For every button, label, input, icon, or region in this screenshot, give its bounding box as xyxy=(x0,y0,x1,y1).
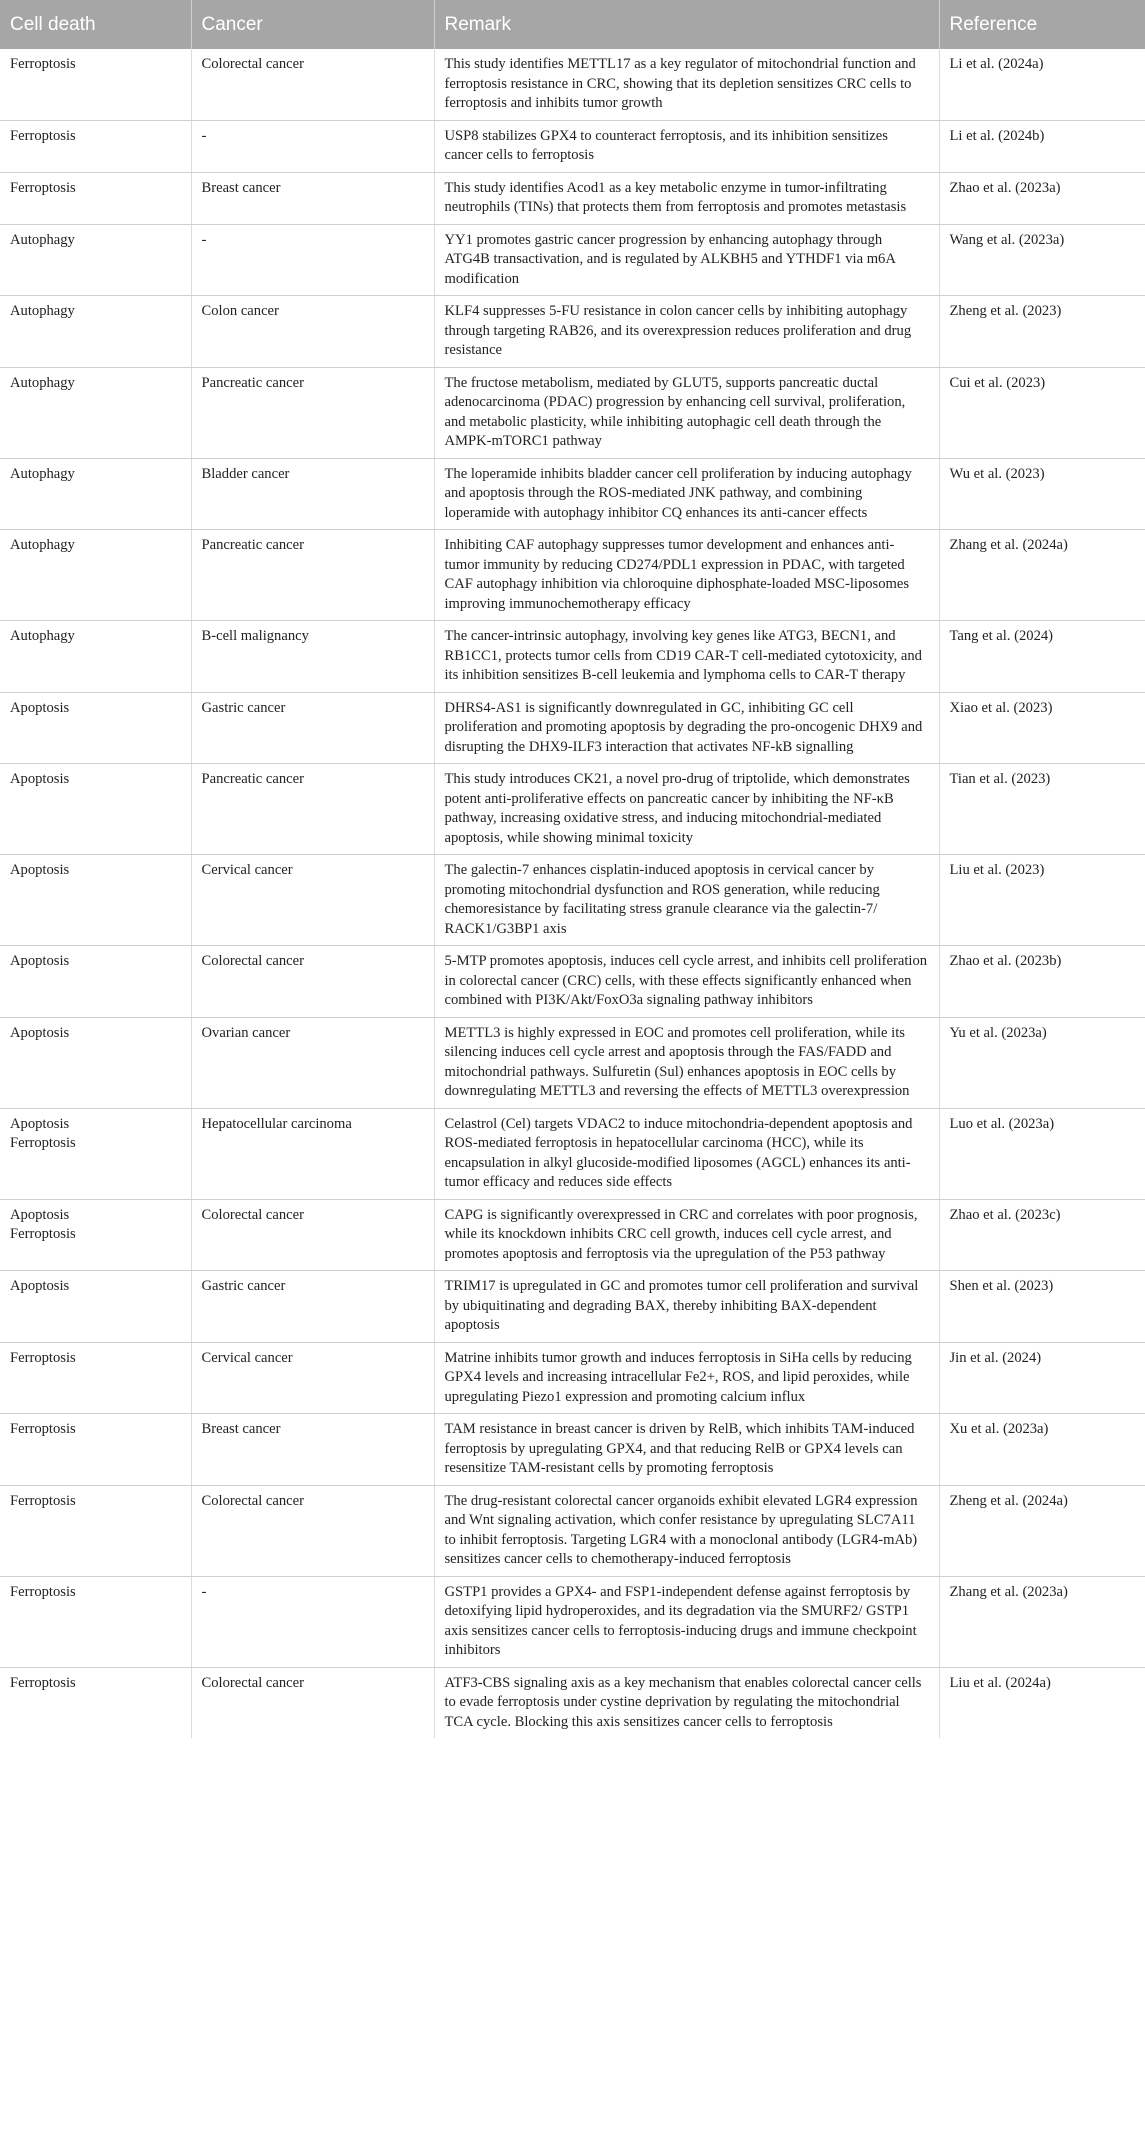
remark-cell: KLF4 suppresses 5-FU resistance in colon cancer cells by inhibiting autophagy through targeting RAB26, and its overexpression reduces proliferation and drug resistance xyxy=(434,296,939,368)
cancer-cell: Cervical cancer xyxy=(191,1342,434,1414)
cancer-cell: Ovarian cancer xyxy=(191,1017,434,1108)
cancer-cell: Pancreatic cancer xyxy=(191,530,434,621)
header-cell-death: Cell death xyxy=(0,0,191,49)
table-row xyxy=(0,172,1145,224)
cell-death-cell: Autophagy xyxy=(0,224,191,296)
table-body xyxy=(0,49,1145,1738)
reference-cell: Zheng et al. (2024a) xyxy=(939,1485,1145,1576)
reference-cell: Xu et al. (2023a) xyxy=(939,1414,1145,1486)
reference-cell: Li et al. (2024b) xyxy=(939,120,1145,172)
cancer-cell: Breast cancer xyxy=(191,172,434,224)
cancer-cell: Hepatocellular carcinoma xyxy=(191,1108,434,1199)
remark-cell: YY1 promotes gastric cancer progression by enhancing autophagy through ATG4B transactivation, and is regulated by ALKBH5 and YTHDF1 via m6A modification xyxy=(434,224,939,296)
cell-death-cell: Apoptosis xyxy=(0,764,191,855)
table-row xyxy=(0,692,1145,764)
reference-cell: Liu et al. (2023) xyxy=(939,855,1145,946)
cell-death-cell: Ferroptosis xyxy=(0,1576,191,1667)
table-row xyxy=(0,120,1145,172)
cancer-cell: Breast cancer xyxy=(191,1414,434,1486)
reference-cell: Shen et al. (2023) xyxy=(939,1271,1145,1343)
reference-cell: Tian et al. (2023) xyxy=(939,764,1145,855)
cancer-cell: Gastric cancer xyxy=(191,1271,434,1343)
remark-cell: Matrine inhibits tumor growth and induces ferroptosis in SiHa cells by reducing GPX4 levels and increasing intracellular Fe2+, ROS, and lipid peroxides, while upregulating Piezo1 expression and promoting calcium influx xyxy=(434,1342,939,1414)
cell-death-cell: Apoptosis xyxy=(0,1017,191,1108)
cell-death-cell: Autophagy xyxy=(0,367,191,458)
remark-cell: Celastrol (Cel) targets VDAC2 to induce mitochondria-dependent apoptosis and ROS-mediated ferroptosis in hepatocellular carcinoma (HCC), while its encapsulation in alkyl glucoside-modified liposomes (AGCL) enhances its anti-tumor efficacy and reduces side effects xyxy=(434,1108,939,1199)
remark-cell: The drug-resistant colorectal cancer organoids exhibit elevated LGR4 expression and Wnt signaling activation, which confer resistance by upregulating SLC7A11 to inhibit ferroptosis. Targeting LGR4 with a monoclonal antibody (LGR4-mAb) sensitizes cancer cells to chemotherapy-induced ferroptosis xyxy=(434,1485,939,1576)
remark-cell: This study introduces CK21, a novel pro-drug of triptolide, which demonstrates potent anti-proliferative effects on pancreatic cancer by inhibiting the NF-κB pathway, increasing oxidative stress, and inducing mitochondrial-mediated apoptosis, while showing minimal toxicity xyxy=(434,764,939,855)
table-row xyxy=(0,855,1145,946)
table-row xyxy=(0,1199,1145,1271)
cell-death-cell: Autophagy xyxy=(0,296,191,368)
table-row xyxy=(0,458,1145,530)
cancer-cell: Cervical cancer xyxy=(191,855,434,946)
reference-cell: Liu et al. (2024a) xyxy=(949,1674,1051,1691)
cancer-cell: Bladder cancer xyxy=(191,458,434,530)
cancer-cell: Gastric cancer xyxy=(191,692,434,764)
cell-death-cell: Autophagy xyxy=(0,530,191,621)
remark-cell: USP8 stabilizes GPX4 to counteract ferroptosis, and its inhibition sensitizes cancer cells to ferroptosis xyxy=(434,120,939,172)
remark-cell: 5-MTP promotes apoptosis, induces cell cycle arrest, and inhibits cell proliferation in colorectal cancer (CRC) cells, with these effects significantly enhanced when combined with PI3K/Akt/FoxO3a signaling pathway inhibitors xyxy=(434,946,939,1018)
reference-cell: Wu et al. (2023) xyxy=(939,458,1145,530)
cell-death-cell: Autophagy xyxy=(0,458,191,530)
reference-cell: Cui et al. (2023) xyxy=(939,367,1145,458)
cell-death-cell: Apoptosis xyxy=(0,1271,191,1343)
header-remark: Remark xyxy=(434,0,939,49)
remark-cell: ATF3-CBS signaling axis as a key mechanism that enables colorectal cancer cells to evade ferroptosis under cystine deprivation by regulating the mitochondrial TCA cycle. Blocking this axis sensitizes cancer cells to ferroptosis xyxy=(434,1667,939,1738)
table-row xyxy=(0,1576,1145,1667)
reference-cell: Zhao et al. (2023b) xyxy=(939,946,1145,1018)
remark-cell: This study identifies Acod1 as a key metabolic enzyme in tumor-infiltrating neutrophils (TINs) that protects them from ferroptosis and promotes metastasis xyxy=(434,172,939,224)
table-row xyxy=(0,49,1145,120)
remark-cell: Inhibiting CAF autophagy suppresses tumor development and enhances anti-tumor immunity by reducing CD274/PDL1 expression in PDAC, with targeted CAF autophagy inhibition via chloroquine diphosphate-loaded MSC-liposomes improving immunochemotherapy efficacy xyxy=(434,530,939,621)
table-header xyxy=(0,0,1145,49)
cell-death-cell: Apoptosis xyxy=(0,946,191,1018)
remark-cell: TAM resistance in breast cancer is driven by RelB, which inhibits TAM-induced ferroptosis by upregulating GPX4, and that reducing RelB or GPX4 levels can resensitize TAM-resistant cells by promoting ferroptosis xyxy=(434,1414,939,1486)
cell-death-cell: Apoptosis Ferroptosis xyxy=(0,1199,191,1271)
cell-death-cell: Ferroptosis xyxy=(0,49,191,120)
cancer-cell: Colorectal cancer xyxy=(191,946,434,1018)
reference-cell: Luo et al. (2023a) xyxy=(939,1108,1145,1199)
remark-cell: The loperamide inhibits bladder cancer cell proliferation by inducing autophagy and apoptosis through the ROS-mediated JNK pathway, and combining loperamide with autophagy inhibitor CQ enhances its anti-cancer effects xyxy=(434,458,939,530)
reference-cell: Tang et al. (2024) xyxy=(939,621,1145,693)
header-row xyxy=(0,0,1145,49)
reference-cell: Yu et al. (2023a) xyxy=(939,1017,1145,1108)
remark-cell: CAPG is significantly overexpressed in CRC and correlates with poor prognosis, while its knockdown inhibits CRC cell growth, induces cell cycle arrest, and promotes apoptosis and ferroptosis via the upregulation of the P53 pathway xyxy=(434,1199,939,1271)
table-row xyxy=(0,764,1145,855)
table-row xyxy=(0,1667,1145,1738)
remark-cell: TRIM17 is upregulated in GC and promotes tumor cell proliferation and survival by ubiquitinating and degrading BAX, thereby inhibiting BAX-dependent apoptosis xyxy=(434,1271,939,1343)
reference-cell: Zhao et al. (2023c) xyxy=(939,1199,1145,1271)
cancer-cell: - xyxy=(191,1576,434,1667)
table-row xyxy=(0,1485,1145,1576)
remark-cell: METTL3 is highly expressed in EOC and promotes cell proliferation, while its silencing induces cell cycle arrest and apoptosis through the FAS/FADD and mitochondrial pathways. Sulfuretin (Sul) enhances apoptosis in EOC cells by downregulating METTL3 and reversing the effects of METTL3 overexpression xyxy=(434,1017,939,1108)
cancer-cell: Colorectal cancer xyxy=(191,49,434,120)
table-row xyxy=(0,367,1145,458)
table-row xyxy=(0,1017,1145,1108)
table-row xyxy=(0,296,1145,368)
table-row xyxy=(0,1108,1145,1199)
remark-cell: The galectin-7 enhances cisplatin-induced apoptosis in cervical cancer by promoting mitochondrial dysfunction and ROS generation, while reducing chemoresistance by facilitating stress granule clearance via the galectin-7/ RACK1/G3BP1 axis xyxy=(434,855,939,946)
table-row xyxy=(0,1342,1145,1414)
cancer-cell: Colon cancer xyxy=(191,296,434,368)
cell-death-cell: Ferroptosis xyxy=(0,1485,191,1576)
reference-cell: Zhao et al. (2023a) xyxy=(939,172,1145,224)
cancer-cell: B-cell malignancy xyxy=(191,621,434,693)
header-cancer: Cancer xyxy=(191,0,434,49)
table-row xyxy=(0,530,1145,621)
table-row xyxy=(0,946,1145,1018)
table-row xyxy=(0,621,1145,693)
reference-cell: Jin et al. (2024) xyxy=(939,1342,1145,1414)
cancer-cell: Pancreatic cancer xyxy=(191,367,434,458)
table-row xyxy=(0,1271,1145,1343)
table-row xyxy=(0,224,1145,296)
reference-cell: Zhang et al. (2023a) xyxy=(939,1576,1145,1667)
remark-cell: The cancer-intrinsic autophagy, involving key genes like ATG3, BECN1, and RB1CC1, protects tumor cells from CD19 CAR-T cell-mediated cytotoxicity, and its inhibition sensitizes B-cell leukemia and lymphoma cells to CAR-T therapy xyxy=(434,621,939,693)
remark-cell: DHRS4-AS1 is significantly downregulated in GC, inhibiting GC cell proliferation and promoting apoptosis by degrading the pro-oncogenic DHX9 and disrupting the DHX9-ILF3 interaction that activates NF-kB signalling xyxy=(434,692,939,764)
remark-cell: GSTP1 provides a GPX4- and FSP1-independent defense against ferroptosis by detoxifying lipid hydroperoxides, and its degradation via the SMURF2/ GSTP1 axis sensitizes cancer cells to ferroptosis-inducing drugs and immune checkpoint inhibitors xyxy=(434,1576,939,1667)
cell-death-cell: Ferroptosis xyxy=(0,1414,191,1486)
cancer-cell: Pancreatic cancer xyxy=(191,764,434,855)
remark-cell: This study identifies METTL17 as a key regulator of mitochondrial function and ferroptosis resistance in CRC, showing that its depletion sensitizes CRC cells to ferroptosis and inhibits tumor growth xyxy=(434,49,939,120)
cell-death-cell: Apoptosis Ferroptosis xyxy=(0,1108,191,1199)
header-reference: Reference xyxy=(939,0,1145,49)
table-row xyxy=(0,1414,1145,1486)
cancer-cell: Colorectal cancer xyxy=(191,1667,434,1738)
cancer-cell: - xyxy=(191,224,434,296)
cell-death-cell: Ferroptosis xyxy=(0,172,191,224)
reference-cell: Zheng et al. (2023) xyxy=(939,296,1145,368)
cancer-cell: Colorectal cancer xyxy=(191,1485,434,1576)
reference-cell: Wang et al. (2023a) xyxy=(939,224,1145,296)
reference-cell: Zhang et al. (2024a) xyxy=(939,530,1145,621)
reference-cell: Li et al. (2024a) xyxy=(939,49,1145,120)
cancer-cell: - xyxy=(191,120,434,172)
reference-cell: Xiao et al. (2023) xyxy=(939,692,1145,764)
cell-death-cell: Autophagy xyxy=(0,621,191,693)
cell-death-cell: Ferroptosis xyxy=(0,1667,191,1738)
cell-death-cell: Apoptosis xyxy=(0,692,191,764)
cell-death-cell: Ferroptosis xyxy=(0,120,191,172)
cancer-cell: Colorectal cancer xyxy=(191,1199,434,1271)
cell-death-cell: Apoptosis xyxy=(0,855,191,946)
cell-death-cell: Ferroptosis xyxy=(0,1342,191,1414)
remark-cell: The fructose metabolism, mediated by GLUT5, supports pancreatic ductal adenocarcinoma (PDAC) progression by enhancing cell survival, proliferation, and metabolic plasticity, while inhibiting autophagic cell death through the AMPK-mTORC1 pathway xyxy=(434,367,939,458)
